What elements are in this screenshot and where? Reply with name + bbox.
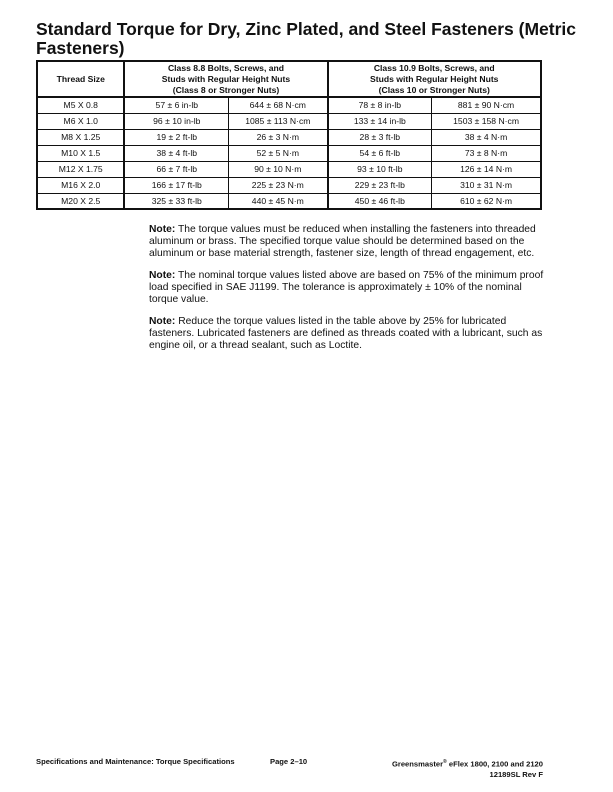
class-8-8-metric-cell: 225 ± 23 N·m: [229, 177, 328, 193]
note-lubricated-fasteners: [149, 316, 549, 352]
note-label: Note:: [149, 316, 176, 327]
thread-size-cell: M5 X 0.8: [37, 97, 124, 113]
class-10-9-header-line: Class 10.9 Bolts, Screws, and: [373, 62, 495, 73]
notes-section: [149, 224, 549, 362]
footer-section-title: Specifications and Maintenance: Torque Specifications: [36, 757, 235, 766]
class-8-8-header-line: (Class 8 or Stronger Nuts): [172, 84, 280, 95]
class-8-8-header-line: Class 8.8 Bolts, Screws, and: [167, 62, 285, 73]
class-10-9-header: [328, 61, 541, 97]
class-8-8-header-line: Studs with Regular Height Nuts: [161, 73, 291, 84]
class-10-9-metric-cell: 1503 ± 158 N·cm: [432, 113, 541, 129]
thread-size-header: Thread Size: [37, 61, 124, 97]
note-nominal-torque: [149, 270, 549, 306]
table-row: [37, 145, 541, 161]
footer-models: eFlex 1800, 2100 and 2120: [448, 759, 543, 769]
class-8-8-inlb-cell: 96 ± 10 in-lb: [124, 113, 228, 129]
class-8-8-metric-cell: 644 ± 68 N·cm: [229, 97, 328, 113]
footer-product: [392, 757, 543, 780]
footer-product-name: [392, 757, 543, 770]
page-title: Standard Torque for Dry, Zinc Plated, and Steel Fasteners (Metric Fasteners): [36, 19, 577, 58]
class-10-9-inlb-cell: 78 ± 8 in-lb: [328, 97, 432, 113]
torque-table: [36, 60, 542, 210]
thread-size-cell: M10 X 1.5: [37, 145, 124, 161]
class-8-8-ftlb-cell: 38 ± 4 ft-lb: [124, 145, 228, 161]
class-10-9-metric-cell: 310 ± 31 N·m: [432, 177, 541, 193]
class-10-9-metric-cell: 881 ± 90 N·cm: [432, 97, 541, 113]
note-label: Note:: [149, 224, 176, 235]
class-8-8-metric-cell: 26 ± 3 N·m: [229, 129, 328, 145]
footer-page-number: Page 2–10: [270, 757, 308, 766]
table-row: [37, 161, 541, 177]
class-8-8-metric-cell: 1085 ± 113 N·cm: [229, 113, 328, 129]
note-text: The nominal torque values listed above are based on 75% of the minimum proof load specified in SAE J1199. The tolerance is approximately ± 10% of the nominal torque value.: [149, 270, 544, 305]
footer-brand: Greensmaster: [391, 759, 444, 769]
note-text: Reduce the torque values listed in the table above by 25% for lubricated fasteners. Lubricated fasteners are defined as threads coated with a lubricant, such as engine oil, or a thread sealant, such as Loctite.: [149, 316, 543, 351]
class-8-8-metric-cell: 90 ± 10 N·m: [229, 161, 328, 177]
thread-size-cell: M8 X 1.25: [37, 129, 124, 145]
class-10-9-ftlb-cell: 28 ± 3 ft-lb: [328, 129, 432, 145]
class-10-9-metric-cell: 126 ± 14 N·m: [432, 161, 541, 177]
class-8-8-header: [124, 61, 327, 97]
table-row: [37, 113, 541, 129]
class-10-9-ftlb-cell: 54 ± 6 ft-lb: [328, 145, 432, 161]
class-8-8-ftlb-cell: 325 ± 33 ft-lb: [124, 193, 228, 209]
footer-doc-number: 12189SL Rev F: [489, 769, 543, 779]
class-10-9-ftlb-cell: 229 ± 23 ft-lb: [328, 177, 432, 193]
class-10-9-header-line: Studs with Regular Height Nuts: [370, 73, 499, 84]
class-10-9-inlb-cell: 133 ± 14 in-lb: [328, 113, 432, 129]
class-8-8-ftlb-cell: 166 ± 17 ft-lb: [124, 177, 228, 193]
class-8-8-inlb-cell: 57 ± 6 in-lb: [124, 97, 228, 113]
thread-size-cell: M20 X 2.5: [37, 193, 124, 209]
note-label: Note:: [149, 270, 176, 281]
class-10-9-metric-cell: 73 ± 8 N·m: [432, 145, 541, 161]
class-10-9-header-line: (Class 10 or Stronger Nuts): [378, 84, 490, 95]
table-header-row: [37, 61, 541, 97]
class-8-8-metric-cell: 52 ± 5 N·m: [229, 145, 328, 161]
class-10-9-ftlb-cell: 93 ± 10 ft-lb: [328, 161, 432, 177]
class-10-9-metric-cell: 38 ± 4 N·m: [432, 129, 541, 145]
class-10-9-ftlb-cell: 450 ± 46 ft-lb: [328, 193, 432, 209]
note-lubrication-aluminum: [149, 224, 549, 260]
thread-size-cell: M16 X 2.0: [37, 177, 124, 193]
note-text: The torque values must be reduced when installing the fasteners into threaded aluminum or brass. The specified torque value should be determined based on the aluminum or base material strength, fastener size, length of thread engagement, etc.: [149, 224, 536, 259]
table-row: [37, 193, 541, 209]
thread-size-cell: M6 X 1.0: [37, 113, 124, 129]
table-row: [37, 129, 541, 145]
table-row: [37, 97, 541, 113]
class-10-9-metric-cell: 610 ± 62 N·m: [432, 193, 541, 209]
registered-mark: ®: [443, 759, 447, 765]
table-row: [37, 177, 541, 193]
thread-size-cell: M12 X 1.75: [37, 161, 124, 177]
class-8-8-metric-cell: 440 ± 45 N·m: [229, 193, 328, 209]
class-8-8-ftlb-cell: 19 ± 2 ft-lb: [124, 129, 228, 145]
class-8-8-ftlb-cell: 66 ± 7 ft-lb: [124, 161, 228, 177]
